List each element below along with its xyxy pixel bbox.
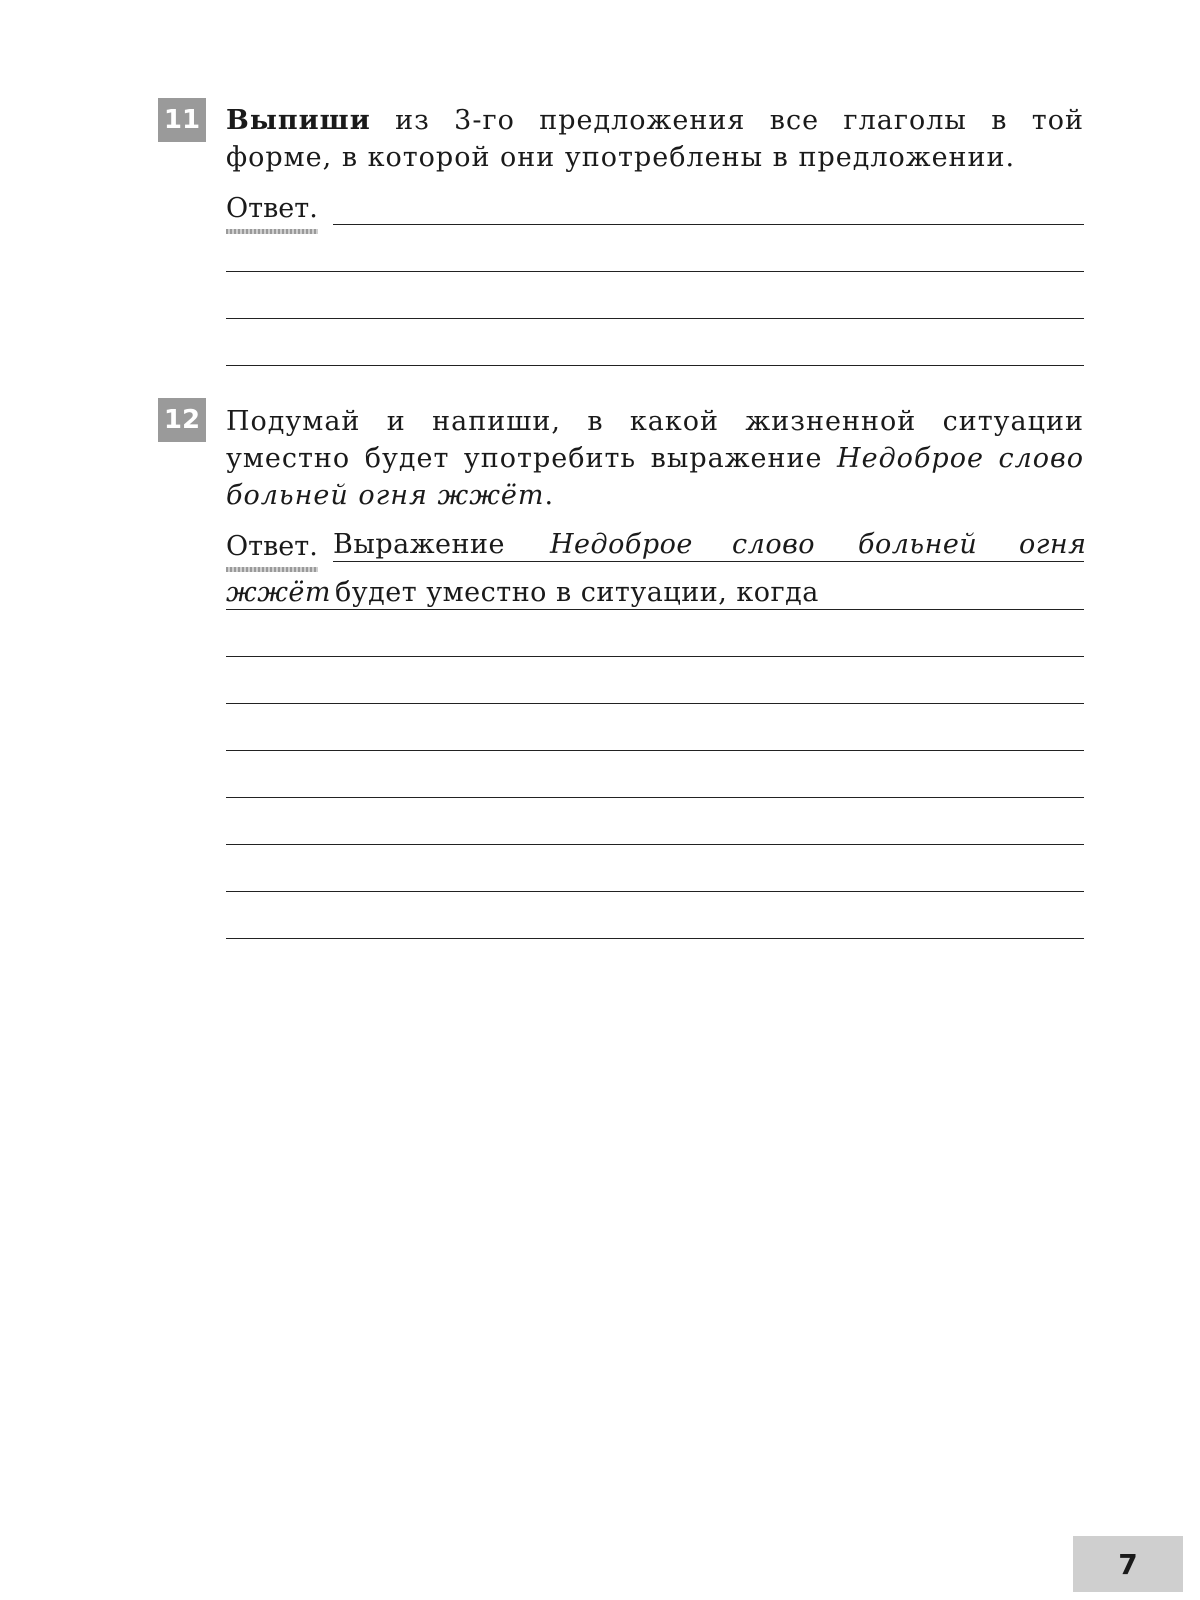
task-11-line-1-text: из 3-го предложения все глаголы в той <box>395 105 1084 136</box>
task-11-answer-label: Ответ. <box>226 193 318 224</box>
task-12-line-3 <box>226 477 1084 514</box>
answer-italic-word: больней <box>858 529 978 560</box>
task-12-expression-part-1: Недоброе слово <box>837 443 1084 474</box>
answer-italic-word: Недоброе <box>550 529 693 560</box>
answer-line[interactable] <box>226 703 1084 704</box>
task-12-answer-label: Ответ. <box>226 531 318 562</box>
answer-italic-word: огня <box>1019 529 1087 560</box>
answer-line[interactable] <box>226 656 1084 657</box>
answer-line[interactable] <box>226 844 1084 845</box>
answer-text: будет уместно в ситуации, когда <box>335 577 819 608</box>
answer-line[interactable] <box>226 938 1084 939</box>
task-11-line-2: форме, в которой они употреблены в предложении. <box>226 142 1016 173</box>
task-12-line-1: Подумай и напиши, в какой жизненной ситуации <box>226 406 1084 437</box>
answer-line[interactable] <box>226 750 1084 751</box>
task-11-verb: Выпиши <box>226 105 371 136</box>
answer-line[interactable] <box>226 271 1084 272</box>
task-12-expression-part-2: больней огня жжёт <box>226 480 545 511</box>
answer-line[interactable] <box>226 318 1084 319</box>
task-12-line-2-text: уместно будет употребить выражение <box>226 443 823 474</box>
task-number-badge-11: 11 <box>158 98 206 142</box>
answer-italic-word: слово <box>732 529 816 560</box>
answer-line[interactable] <box>226 609 1084 610</box>
answer-line[interactable] <box>226 891 1084 892</box>
answer-line[interactable] <box>333 561 1084 562</box>
task-12-text <box>226 403 1084 514</box>
task-12-line-2 <box>226 440 1084 477</box>
answer-word: Выражение <box>333 529 505 560</box>
answer-line[interactable] <box>226 797 1084 798</box>
task-11-text <box>226 102 1084 176</box>
answer-line[interactable] <box>333 224 1084 225</box>
task-number-badge-12: 12 <box>158 398 206 442</box>
task-12-line-3-end: . <box>544 480 555 511</box>
answer-line[interactable] <box>226 365 1084 366</box>
task-11-line-1 <box>226 102 1084 139</box>
page-number: 7 <box>1073 1536 1183 1592</box>
answer-italic-word: жжёт <box>226 577 331 608</box>
